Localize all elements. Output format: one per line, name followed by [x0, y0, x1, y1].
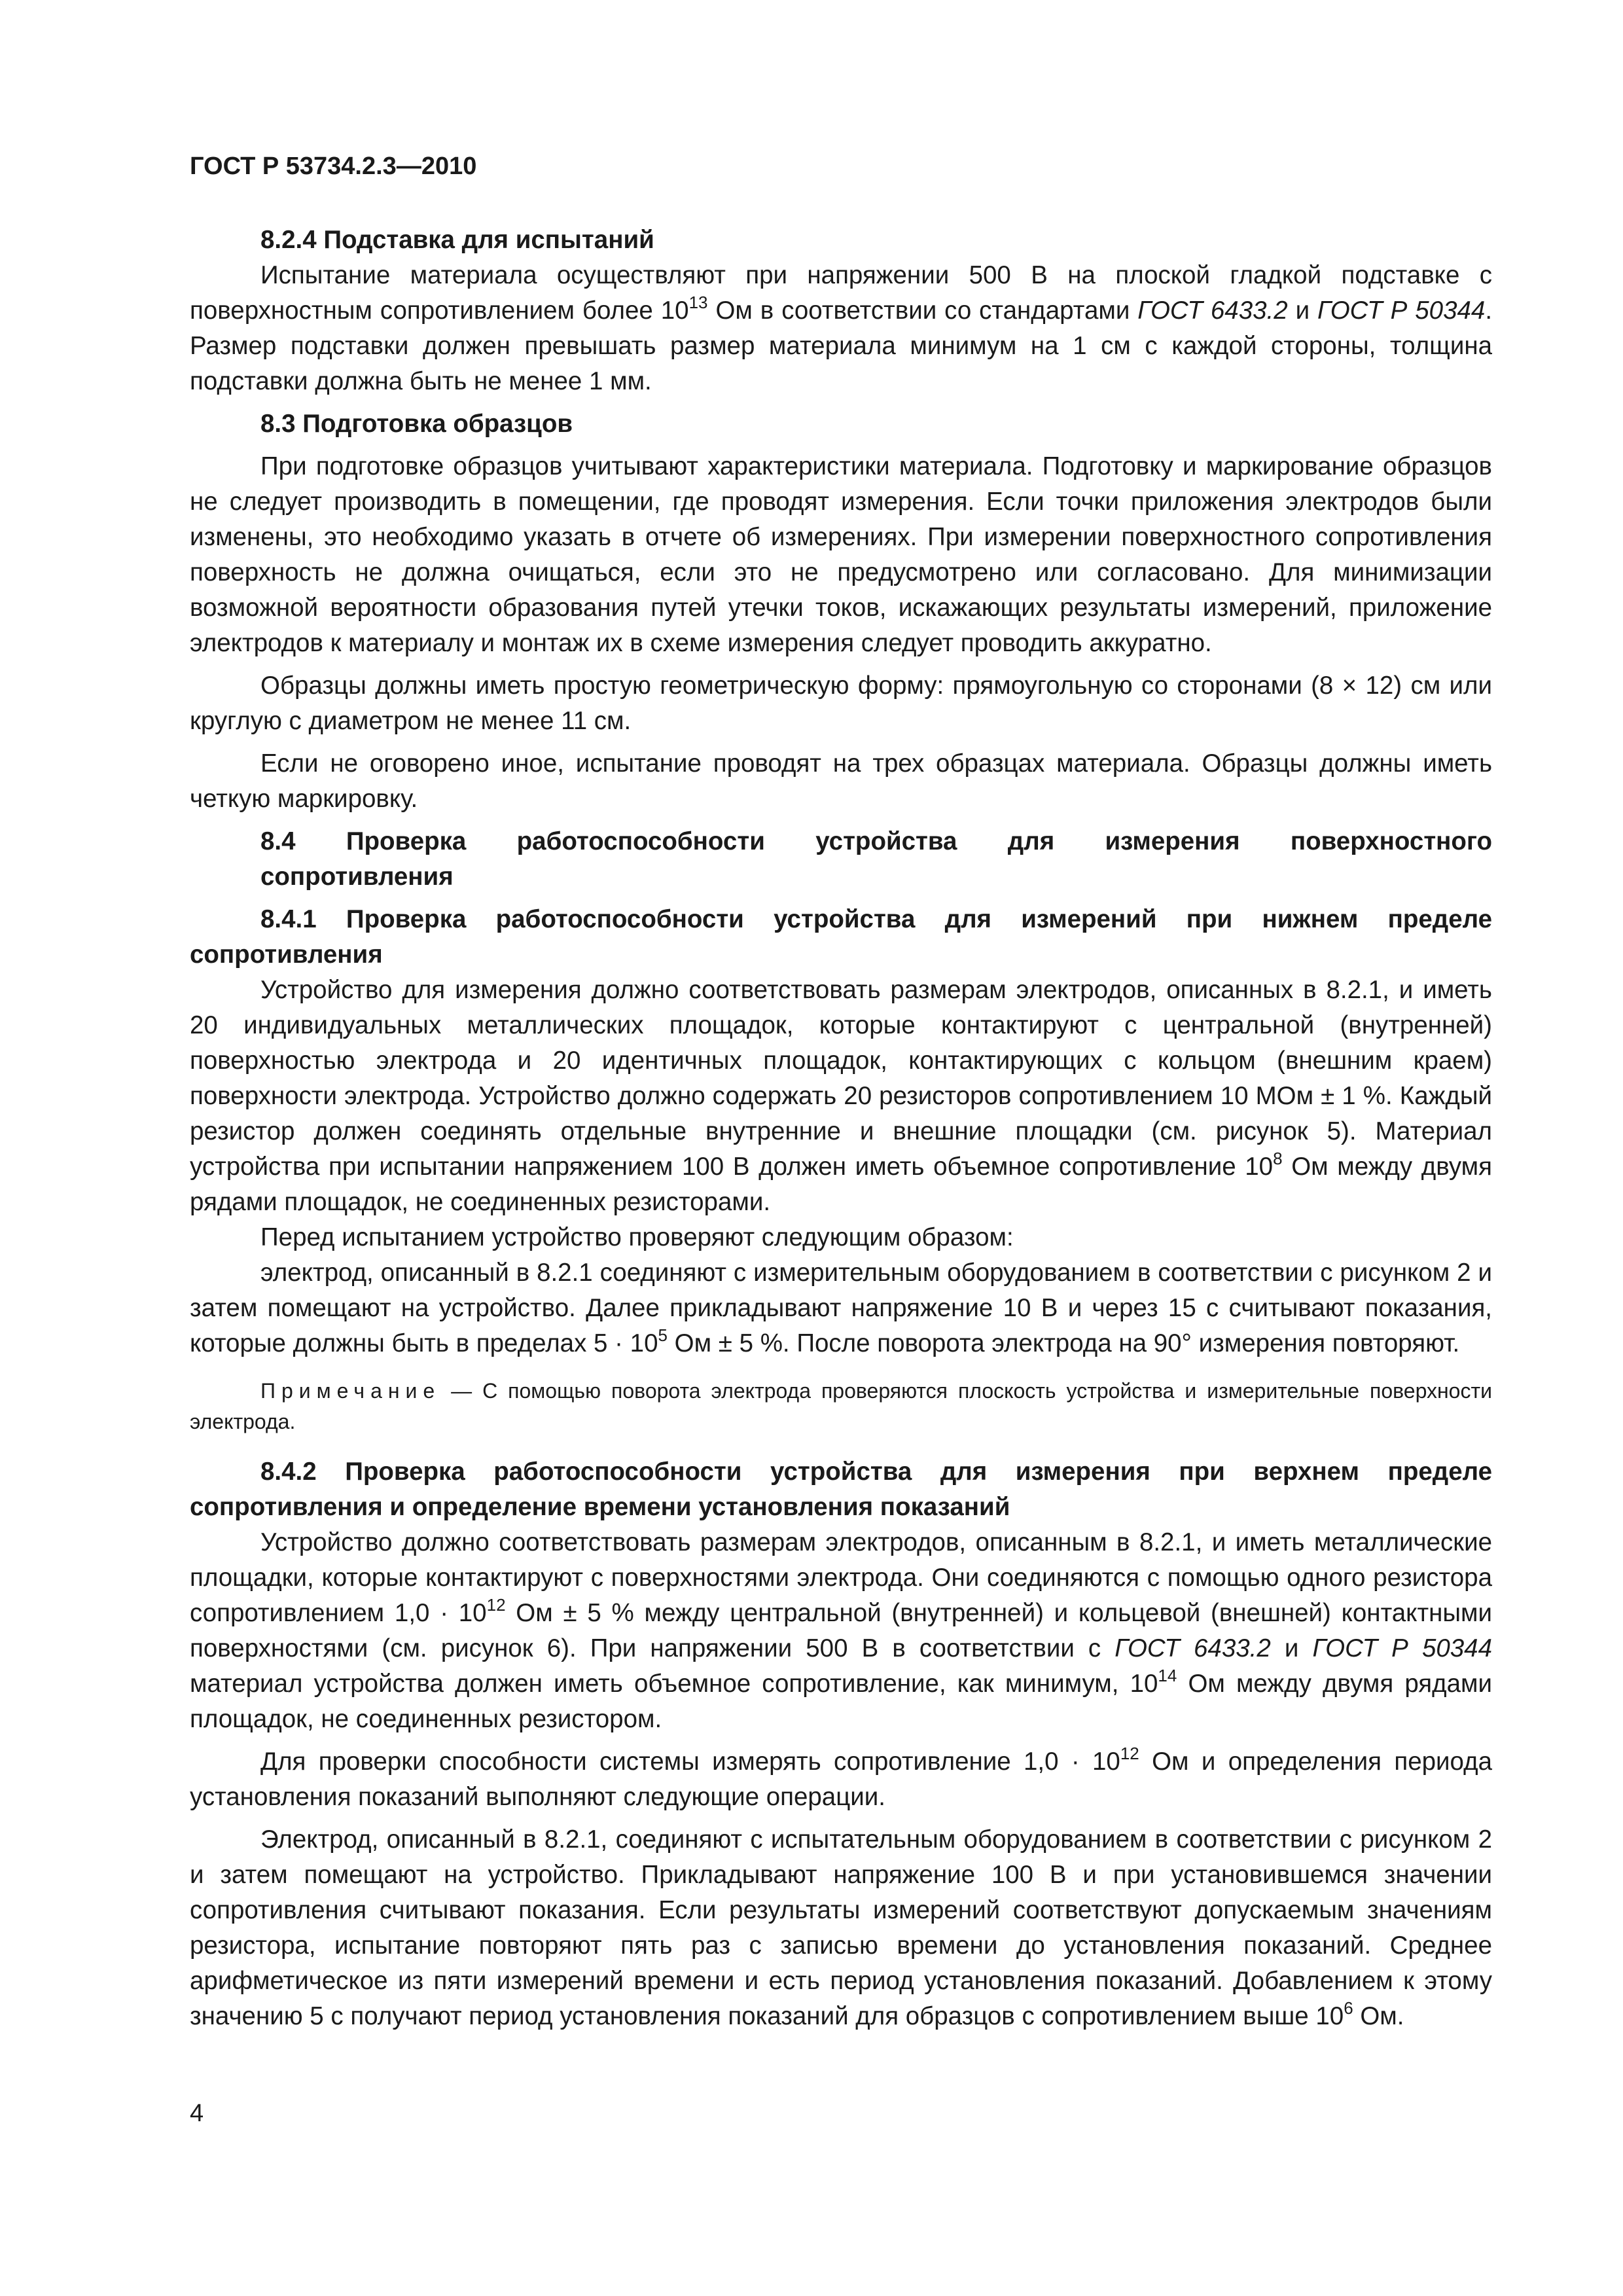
note-label: Примечание: [260, 1379, 441, 1403]
section-8-4-1-title: 8.4.1 Проверка работоспособности устройства для измерений при нижнем пределе сопротивления: [190, 905, 1492, 969]
text-run: Ом в соответствии со стандартами: [707, 296, 1138, 325]
superscript: 5: [658, 1325, 668, 1345]
standard-reference: ГОСТ Р 50344: [1312, 1634, 1493, 1662]
section-8-4-1-paragraph-2: Перед испытанием устройство проверяют следующим образом:: [260, 1223, 1014, 1251]
text-run: Электрод, описанный в 8.2.1, соединяют с испытательным оборудованием в соответствии с рисунком 2 и затем помещают на устройство. Прикладывают напряжение 100 В и при установившемся значении сопротивления считывают показания. Если результаты измерений соответствуют допускаемым значениям резистора, испытание повторяют пять раз с записью времени до установления показаний. Среднее арифметическое из пяти измерений времени и есть период установления показаний. Добавлением к этому значению 5 с получают период установления показаний для образцов с сопротивлением выше 10: [190, 1825, 1492, 2030]
standard-reference: ГОСТ 6433.2: [1137, 296, 1288, 325]
section-8-3-paragraph-3: Если не оговорено иное, испытание проводят на трех образцах материала. Образцы должны иметь четкую маркировку.: [190, 749, 1492, 813]
text-run: и: [1287, 296, 1318, 325]
text-run: Для проверки способности системы измерять сопротивление 1,0 · 10: [260, 1748, 1120, 1776]
section-8-4-2-title: 8.4.2 Проверка работоспособности устройства для измерения при верхнем пределе сопротивления и определение времени установления показаний: [190, 1458, 1492, 1521]
page-number: 4: [190, 2100, 204, 2127]
superscript: 12: [486, 1594, 506, 1615]
text-run: Ом и определения периода установления показаний выполняют следующие операции.: [190, 1748, 1492, 1811]
section-8-4-title-continuation: сопротивления: [260, 863, 454, 891]
document-page: [190, 151, 1492, 2034]
section-8-3-title: 8.3 Подготовка образцов: [260, 410, 573, 438]
section-8-4-1-paragraph-3: [190, 1255, 1492, 1361]
note-text: — С помощью поворота электрода проверяются плоскость устройства и измерительные поверхности электрода.: [190, 1379, 1492, 1433]
text-run: Ом ± 5 %. После поворота электрода на 90° измерения повторяют.: [667, 1329, 1460, 1357]
superscript: 8: [1273, 1148, 1283, 1168]
text-run: . Размер подставки должен превышать размер материала минимум на 1 см с каждой стороны, толщина подставки должна быть не менее 1 мм.: [190, 296, 1493, 395]
text-run: Испытание материала осуществляют при напряжении 500 В на плоской гладкой подставке с поверхностным сопротивлением более 10: [190, 261, 1492, 325]
section-8-4-title: 8.4 Проверка работоспособности устройства для измерения поверхностного: [260, 827, 1492, 855]
text-run: материал устройства должен иметь объемное сопротивление, как минимум, 10: [190, 1670, 1158, 1698]
note: [190, 1376, 1492, 1437]
section-8-3-paragraph-1: При подготовке образцов учитывают характеристики материала. Подготовку и маркирование образцов не следует производить в помещении, где проводят измерения. Если точки приложения электродов были изменены, это необходимо указать в отчете об измерениях. При измерении поверхностного сопротивления поверхность не должна очищаться, если это не предусмотрено или согласовано. Для минимизации возможной вероятности образования путей утечки токов, искажающих результаты измерений, приложение электродов к материалу и монтаж их в схеме измерения следует проводить аккуратно.: [190, 452, 1492, 657]
section-8-3-paragraph-2: Образцы должны иметь простую геометрическую форму: прямоугольную со сторонами (8 × 12) см или круглую с диаметром не менее 11 см.: [190, 672, 1492, 735]
section-8-2-4-paragraph: [190, 258, 1492, 399]
standard-reference: ГОСТ 6433.2: [1115, 1634, 1271, 1662]
text-run: Ом между двумя рядами площадок, не соединенных резистором.: [190, 1670, 1492, 1733]
text-run: Ом.: [1353, 2002, 1404, 2030]
text-run: и: [1270, 1634, 1313, 1662]
text-run: электрод, описанный в 8.2.1 соединяют с измерительным оборудованием в соответствии с рисунком 2 и затем помещают на устройство. Далее прикладывают напряжение 10 В и через 15 с считывают показания, которые должны быть в пределах 5 · 10: [190, 1259, 1492, 1357]
document-body: [190, 223, 1492, 2034]
section-8-4-2-paragraph-3: [190, 1822, 1492, 2034]
section-8-4-2-paragraph-1: [190, 1525, 1492, 1737]
superscript: 12: [1120, 1743, 1139, 1763]
text-run: Ом ± 5 % между центральной (внутренней) и кольцевой (внешней) контактными поверхностями (см. рисунок 6). При напряжении 500 В в соответствии с: [190, 1599, 1492, 1662]
section-8-4-1-paragraph-1: [190, 973, 1492, 1220]
document-header: ГОСТ Р 53734.2.3—2010: [190, 152, 477, 180]
standard-reference: ГОСТ Р 50344: [1317, 296, 1486, 325]
text-run: Устройство должно соответствовать размерам электродов, описанным в 8.2.1, и иметь металлические площадки, которые контактируют с поверхностями электрода. Они соединяются с помощью одного резистора сопротивлением 1,0 · 10: [190, 1528, 1492, 1627]
superscript: 13: [688, 292, 708, 312]
superscript: 6: [1344, 1998, 1353, 2018]
section-8-2-4-title: 8.2.4 Подставка для испытаний: [260, 226, 654, 254]
text-run: Устройство для измерения должно соответствовать размерам электродов, описанных в 8.2.1, и иметь 20 индивидуальных металлических площадок, которые контактируют с центральной (внутренней) поверхностью электрода и 20 идентичных площадок, контактирующих с кольцом (внешним краем) поверхности электрода. Устройство должно содержать 20 резисторов сопротивлением 10 МОм ± 1 %. Каждый резистор должен соединять отдельные внутренние и внешние площадки (см. рисунок 5). Материал устройства при испытании напряжением 100 В должен иметь объемное сопротивление 10: [190, 976, 1492, 1181]
superscript: 14: [1158, 1665, 1177, 1685]
section-8-4-2-paragraph-2: [190, 1744, 1492, 1815]
text-run: Ом между двумя рядами площадок, не соединенных резисторами.: [190, 1153, 1492, 1216]
